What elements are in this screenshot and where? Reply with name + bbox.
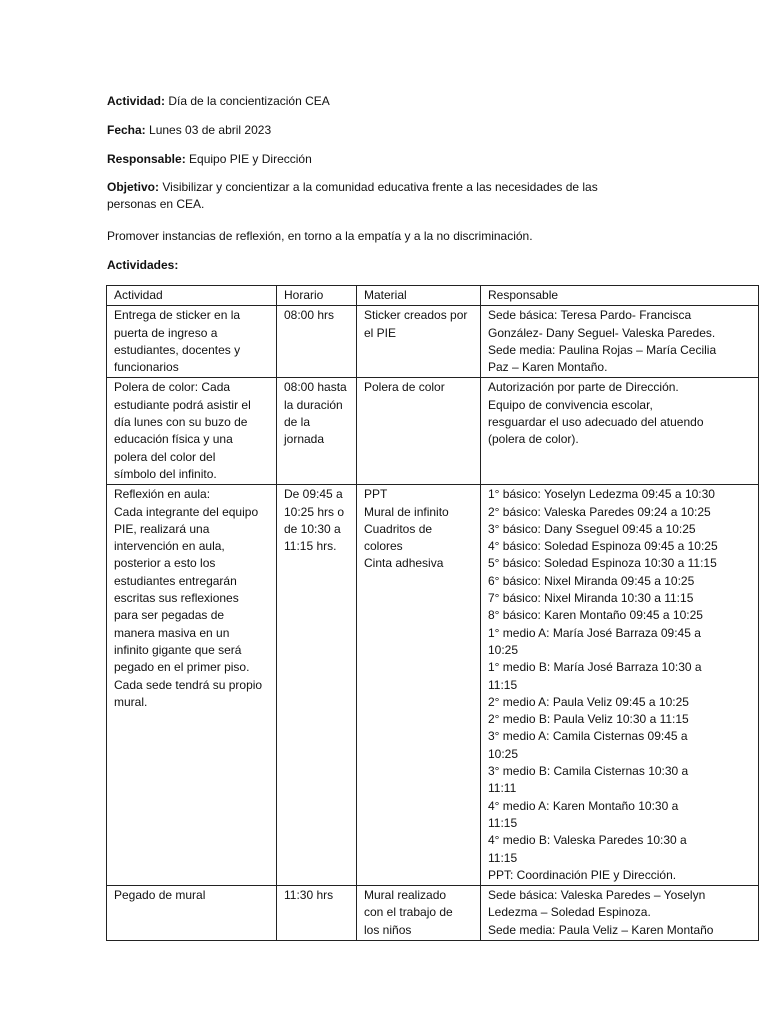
- cell-line: de la: [284, 415, 311, 430]
- fecha-value: Lunes 03 de abril 2023: [149, 123, 272, 137]
- cell-line: Mural realizado: [364, 888, 447, 903]
- cell-line: PPT: [364, 487, 388, 502]
- cell-line: jornada: [284, 432, 325, 447]
- cell-line: 2° medio A: Paula Veliz 09:45 a 10:25: [488, 694, 689, 709]
- responsable-value: Equipo PIE y Dirección: [189, 152, 312, 166]
- actividad-label: Actividad:: [107, 94, 166, 108]
- cell-line: Ledezma – Soledad Espinoza.: [488, 905, 651, 920]
- cell-line: estudiante podrá asistir el: [114, 397, 251, 412]
- cell-line: Entrega de sticker en la: [114, 308, 241, 323]
- column-header-horario: Horario: [277, 286, 357, 306]
- table-row: [107, 306, 759, 378]
- cell-line: 2° medio B: Paula Veliz 10:30 a 11:15: [488, 712, 689, 727]
- cell-line: 1° medio A: María José Barraza 09:45 a: [488, 625, 701, 640]
- cell-line: González- Dany Seguel- Valeska Paredes.: [488, 325, 716, 340]
- cell-line: la duración: [284, 397, 343, 412]
- cell-line: Reflexión en aula:: [114, 487, 211, 502]
- cell-line: estudiantes, docentes y: [114, 342, 241, 357]
- cell-line: De 09:45 a: [284, 487, 343, 502]
- table-header-row: [107, 286, 759, 306]
- cell-horario: [277, 485, 357, 886]
- cell-line: Sticker creados por: [364, 308, 468, 323]
- objetivo-label: Objetivo:: [107, 180, 160, 194]
- cell-line: pegado en el primer piso.: [114, 660, 250, 675]
- cell-line: 08:00 hrs: [284, 308, 335, 323]
- responsable-label: Responsable:: [107, 152, 186, 166]
- cell-actividad: [107, 378, 277, 485]
- cell-line: día lunes con su buzo de: [114, 415, 248, 430]
- cell-line: estudiantes entregarán: [114, 573, 237, 588]
- cell-line: Paz – Karen Montaño.: [488, 360, 608, 375]
- cell-line: Sede media: Paula Veliz – Karen Montaño: [488, 922, 714, 937]
- cell-line: mural.: [114, 694, 148, 709]
- cell-line: manera masiva en un: [114, 625, 230, 640]
- cell-line: Cuadritos de: [364, 521, 433, 536]
- cell-line: infinito gigante que será: [114, 642, 242, 657]
- cell-line: 10:25: [488, 642, 519, 657]
- fecha-line: [107, 122, 647, 139]
- cell-line: 11:11: [488, 781, 517, 796]
- cell-line: 3° básico: Dany Sseguel 09:45 a 10:25: [488, 521, 696, 536]
- cell-line: 11:15: [488, 850, 518, 865]
- cell-responsable: [481, 306, 759, 378]
- cell-line: con el trabajo de: [364, 905, 453, 920]
- cell-responsable: [481, 886, 759, 941]
- fecha-label: Fecha:: [107, 123, 146, 137]
- objetivo-value-2: personas en CEA.: [107, 197, 205, 212]
- cell-line: 11:15 hrs.: [284, 539, 337, 554]
- cell-material: [357, 886, 481, 941]
- column-header-actividad: Actividad: [107, 286, 277, 306]
- cell-line: 8° básico: Karen Montaño 09:45 a 10:25: [488, 608, 703, 623]
- responsable-line: [107, 151, 647, 168]
- cell-line: 1° básico: Yoselyn Ledezma 09:45 a 10:30: [488, 487, 715, 502]
- cell-line: educación física y una: [114, 432, 233, 447]
- cell-line: PIE, realizará una: [114, 521, 210, 536]
- cell-line: escritas sus reflexiones: [114, 591, 239, 606]
- cell-horario: [277, 378, 357, 485]
- cell-material: [357, 306, 481, 378]
- cell-line: 4° básico: Soledad Espinoza 09:45 a 10:25: [488, 539, 718, 554]
- cell-line: colores: [364, 539, 403, 554]
- actividades-label: Actividades:: [107, 258, 179, 272]
- column-header-material: Material: [357, 286, 481, 306]
- actividades-line: [107, 257, 647, 274]
- cell-line: el PIE: [364, 325, 397, 340]
- cell-line: para ser pegadas de: [114, 608, 225, 623]
- cell-line: funcionarios: [114, 360, 179, 375]
- cell-line: 4° medio A: Karen Montaño 10:30 a: [488, 798, 679, 813]
- cell-actividad: [107, 886, 277, 941]
- objetivo-line: [107, 179, 647, 214]
- cell-line: Sede básica: Valeska Paredes – Yoselyn: [488, 888, 706, 903]
- cell-line: Cada integrante del equipo: [114, 504, 259, 519]
- cell-line: 08:00 hasta: [284, 380, 347, 395]
- cell-line: símbolo del infinito.: [114, 466, 217, 481]
- cell-line: 2° básico: Valeska Paredes 09:24 a 10:25: [488, 504, 711, 519]
- actividad-line: [107, 93, 647, 110]
- cell-line: intervención en aula,: [114, 539, 225, 554]
- cell-material: [357, 485, 481, 886]
- column-header-responsable: Responsable: [481, 286, 759, 306]
- cell-line: Cada sede tendrá su propio: [114, 677, 263, 692]
- cell-line: Polera de color: Cada: [114, 380, 231, 395]
- cell-material: [357, 378, 481, 485]
- cell-actividad: [107, 485, 277, 886]
- cell-line: 5° básico: Soledad Espinoza 10:30 a 11:15: [488, 556, 717, 571]
- cell-line: 10:25: [488, 746, 519, 761]
- cell-line: posterior a esto los: [114, 556, 216, 571]
- cell-actividad: [107, 306, 277, 378]
- table-row: [107, 378, 759, 485]
- cell-line: Sede básica: Teresa Pardo- Francisca: [488, 308, 692, 323]
- cell-line: 11:15: [488, 677, 518, 692]
- cell-line: PPT: Coordinación PIE y Dirección.: [488, 867, 677, 882]
- cell-line: puerta de ingreso a: [114, 325, 218, 340]
- table-row: [107, 485, 759, 886]
- cell-line: Equipo de convivencia escolar,: [488, 397, 653, 412]
- cell-line: Mural de infinito: [364, 504, 449, 519]
- cell-line: Sede media: Paulina Rojas – María Cecilia: [488, 342, 717, 357]
- cell-line: 11:30 hrs: [284, 888, 334, 903]
- cell-horario: [277, 306, 357, 378]
- cell-line: polera del color del: [114, 449, 216, 464]
- cell-line: Autorización por parte de Dirección.: [488, 380, 679, 395]
- cell-line: 3° medio A: Camila Cisternas 09:45 a: [488, 729, 688, 744]
- cell-line: 7° básico: Nixel Miranda 10:30 a 11:15: [488, 591, 694, 606]
- cell-line: Polera de color: [364, 380, 445, 395]
- activities-table: [106, 285, 759, 941]
- cell-line: los niños: [364, 922, 412, 937]
- cell-horario: [277, 886, 357, 941]
- promover-line: [107, 228, 647, 245]
- cell-line: resguardar el uso adecuado del atuendo: [488, 415, 704, 430]
- cell-responsable: [481, 378, 759, 485]
- cell-line: Cinta adhesiva: [364, 556, 444, 571]
- cell-line: 3° medio B: Camila Cisternas 10:30 a: [488, 764, 689, 779]
- objetivo-value-1: Visibilizar y concientizar a la comunidad educativa frente a las necesidades de las: [162, 180, 598, 194]
- table-body: [107, 306, 759, 941]
- cell-line: 4° medio B: Valeska Paredes 10:30 a: [488, 833, 687, 848]
- cell-line: 10:25 hrs o: [284, 504, 345, 519]
- cell-line: de 10:30 a: [284, 521, 341, 536]
- cell-line: 11:15: [488, 815, 518, 830]
- cell-line: Pegado de mural: [114, 888, 206, 903]
- table-row: [107, 886, 759, 941]
- cell-line: 6° básico: Nixel Miranda 09:45 a 10:25: [488, 573, 695, 588]
- cell-line: (polera de color).: [488, 432, 579, 447]
- promover-text: Promover instancias de reflexión, en torno a la empatía y a la no discriminación.: [107, 229, 533, 243]
- actividad-value: Día de la concientización CEA: [168, 94, 330, 108]
- cell-responsable: [481, 485, 759, 886]
- cell-line: 1° medio B: María José Barraza 10:30 a: [488, 660, 702, 675]
